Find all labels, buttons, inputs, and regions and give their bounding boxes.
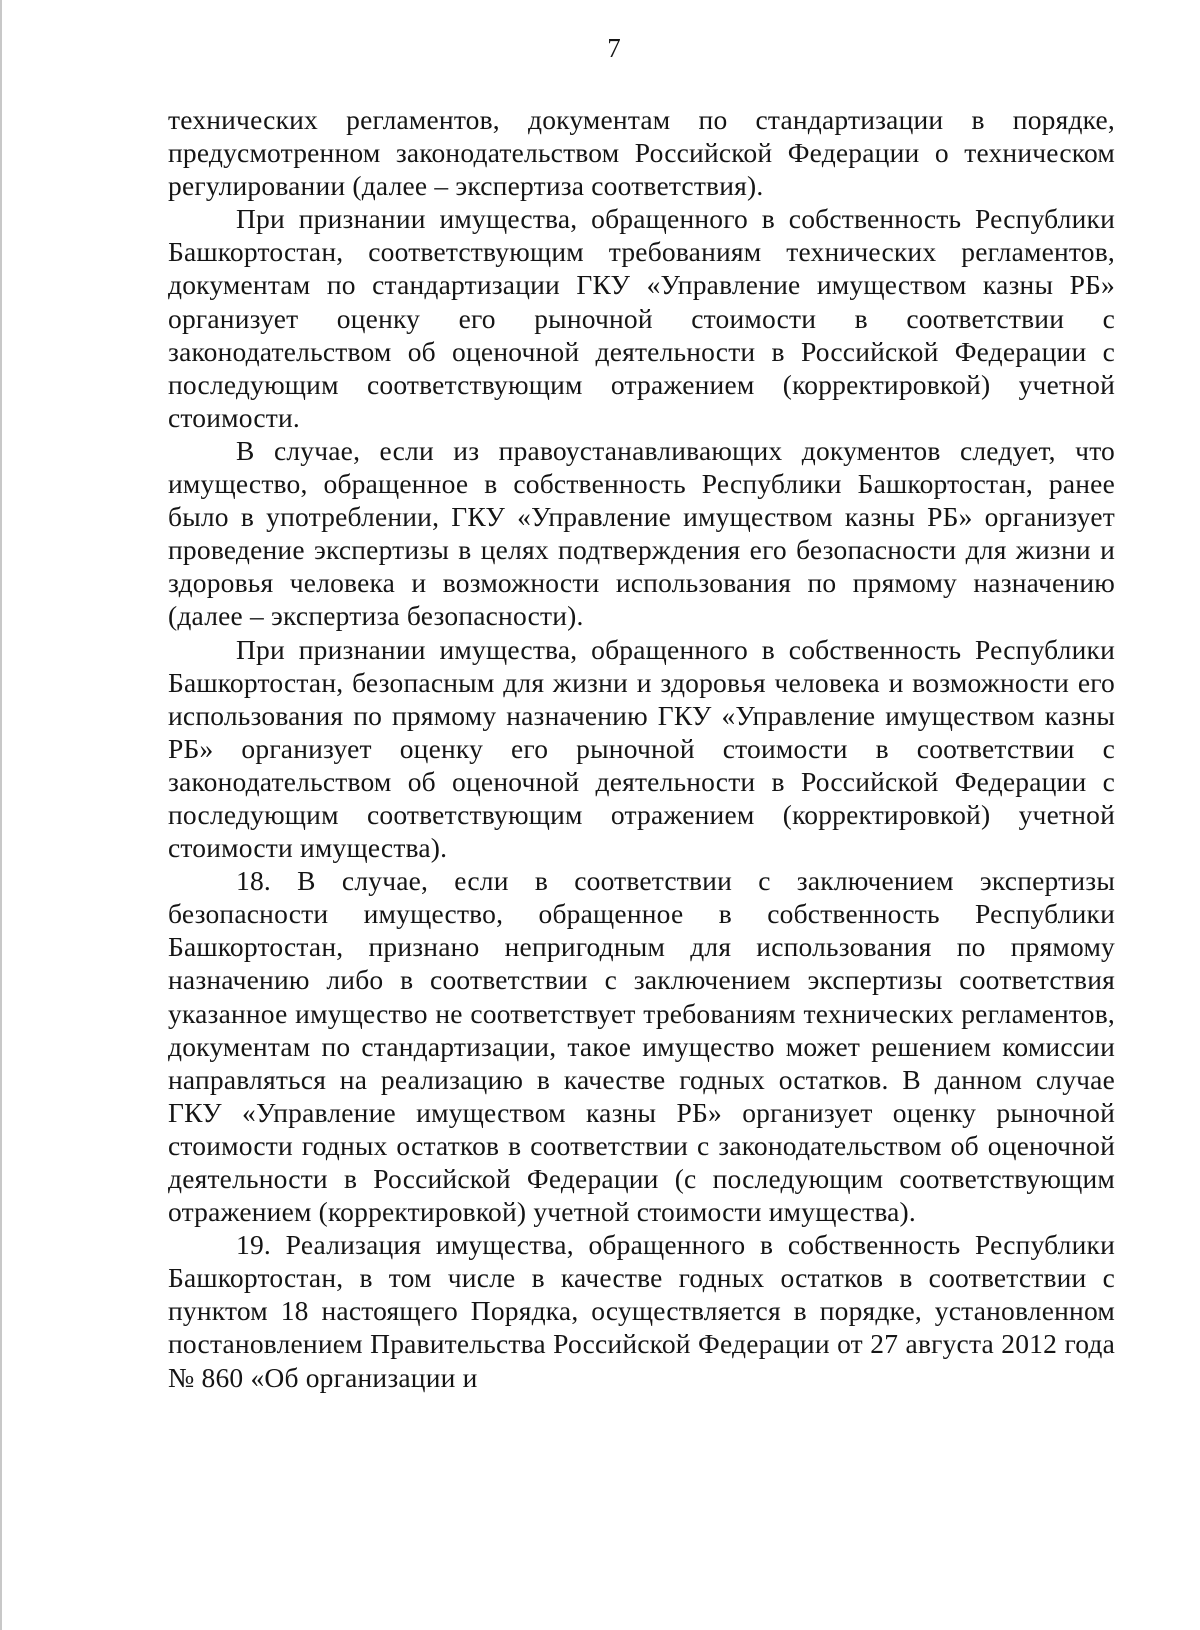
paragraph-3: В случае, если из правоустанавливающих документов следует, что имущество, обращенное в собственность Республики Башкортостан, ранее было в употреблении, ГКУ «Управление имуществом казны РБ» организует проведение экспертизы в целях подтверждения его безопасности для жизни и здоровья человека и возможности использования по прямому назначению (далее – экспертиза безопасности). xyxy=(168,434,1115,632)
paragraph-4: При признании имущества, обращенного в собственность Республики Башкортостан, безопасным для жизни и здоровья человека и возможности его использования по прямому назначению ГКУ «Управление имуществом казны РБ» организует оценку его рыночной стоимости в соответствии с законодательством об оценочной деятельности в Российской Федерации с последующим соответствующим отражением (корректировкой) учетной стоимости имущества). xyxy=(168,633,1115,864)
paragraph-1: технических регламентов, документам по стандартизации в порядке, предусмотренном законодательством Российской Федерации о техническом регулировании (далее – экспертиза соответствия). xyxy=(168,104,1115,202)
paragraph-2: При признании имущества, обращенного в собственность Республики Башкортостан, соответствующим требованиям технических регламентов, документам по стандартизации ГКУ «Управление имуществом казны РБ» организует оценку его рыночной стоимости в соответствии с законодательством об оценочной деятельности в Российской Федерации с последующим соответствующим отражением (корректировкой) учетной стоимости. xyxy=(168,203,1115,433)
scan-edge xyxy=(0,0,2,1630)
document-body xyxy=(168,103,1115,1394)
paragraph-6-item-19: 19. Реализация имущества, обращенного в собственность Республики Башкортостан, в том числе в качестве годных остатков в соответствии с пунктом 18 настоящего Порядка, осуществляется в порядке, установленном постановлением Правительства Российской Федерации от 27 августа 2012 года № 860 «Об организации и xyxy=(168,1229,1115,1393)
paragraph-5-item-18: 18. В случае, если в соответствии с заключением экспертизы безопасности имущество, обращенное в собственность Республики Башкортостан, признано непригодным для использования по прямому назначению либо в соответствии с заключением экспертизы соответствия указанное имущество не соответствует требованиям технических регламентов, документам по стандартизации, такое имущество может решением комиссии направляться на реализацию в качестве годных остатков. В данном случае ГКУ «Управление имуществом казны РБ» организует оценку рыночной стоимости годных остатков в соответствии с законодательством об оценочной деятельности в Российской Федерации (с последующим соответствующим отражением (корректировкой) учетной стоимости имущества). xyxy=(168,865,1115,1228)
page-number: 7 xyxy=(607,33,621,63)
